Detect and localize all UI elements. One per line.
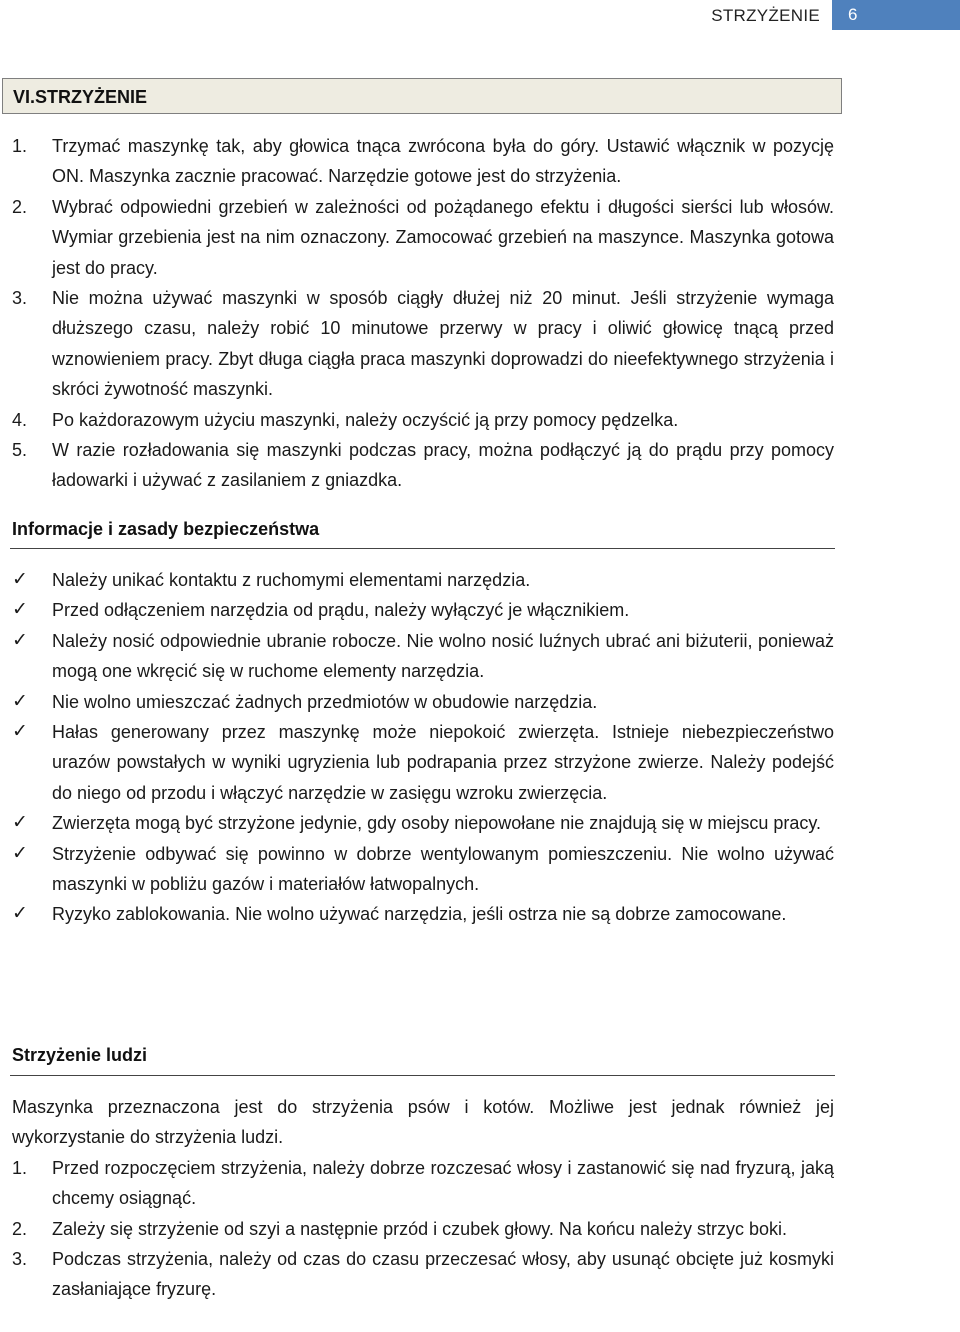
checkmark-icon: ✓ (12, 599, 28, 621)
checklist-item-text: Ryzyko zablokowania. Nie wolno używać narzędzia, jeśli ostrza nie są dobrze zamocowane. (52, 904, 787, 925)
list-item (12, 405, 834, 435)
safety-heading: Informacje i zasady bezpieczeństwa (12, 519, 320, 539)
list-item-number: 1. (12, 136, 28, 156)
checklist-item (12, 717, 834, 808)
list-item (12, 1153, 834, 1214)
checklist-item (12, 565, 834, 595)
checklist-item (12, 808, 834, 838)
checkmark-icon: ✓ (12, 690, 28, 712)
checklist-item (12, 839, 834, 900)
list-item-text: Podczas strzyżenia, należy od czas do czasu przeczesać włosy, aby usunąć obcięte już kosmyki zasłaniające fryzurę. (52, 1249, 834, 1300)
checklist-item (12, 899, 834, 929)
checkmark-icon: ✓ (12, 903, 28, 925)
list-item (12, 1244, 834, 1305)
checklist-item-text: Należy nosić odpowiednie ubranie robocze. Nie wolno nosić luźnych ubrać ani biżuterii, ponieważ mogą one wkręcić się w ruchome elementy narzędzia. (52, 630, 834, 682)
checklist-item (12, 595, 834, 625)
safety-checklist (12, 565, 834, 930)
list-item (12, 192, 834, 283)
page-number-badge: 6 (832, 0, 960, 30)
list-item-text: Trzymać maszynkę tak, aby głowica tnąca zwrócona była do góry. Ustawić włącznik w pozycję ON. Maszynka zacznie pracować. Narzędzie gotowe jest do strzyżenia. (52, 136, 834, 187)
safety-heading-rule (10, 548, 835, 549)
list-item (12, 1214, 834, 1244)
list-item-number: 2. (12, 196, 28, 217)
checklist-item-text: Zwierzęta mogą być strzyżone jedynie, gdy osoby niepowołane nie znajdują się w miejscu pracy. (52, 813, 822, 834)
list-item-text: Wybrać odpowiedni grzebień w zależności od pożądanego efektu i długości sierści lub włosów. Wymiar grzebienia jest na nim oznaczony. Zamocować grzebień na maszynce. Maszynka gotowa jest do pracy. (52, 196, 834, 278)
checkmark-icon: ✓ (12, 629, 28, 651)
list-item (12, 283, 834, 405)
list-item-text: W razie rozładowania się maszynki podczas pracy, można podłączyć ją do prądu przy pomocy ładowarki i używać z zasilaniem z gniazdka. (52, 440, 834, 491)
checklist-item-text: Strzyżenie odbywać się powinno w dobrze wentylowanym pomieszczeniu. Nie wolno używać maszynki w pobliżu gazów i materiałów łatwopalnych. (52, 843, 834, 895)
steps-list (12, 131, 834, 496)
list-item-text: Po każdorazowym użyciu maszynki, należy oczyścić ją przy pomocy pędzelka. (52, 409, 679, 430)
checklist-item-text: Przed odłączeniem narzędzia od prądu, należy wyłączyć je włącznikiem. (52, 600, 630, 621)
list-item-number: 1. (12, 1157, 28, 1178)
list-item-number: 3. (12, 1249, 28, 1270)
checklist-item (12, 626, 834, 687)
section-title-box: VI.STRZYŻENIE (2, 78, 842, 114)
people-intro: Maszynka przeznaczona jest do strzyżenia psów i kotów. Możliwe jest jednak również jej wykorzystanie do strzyżenia ludzi. (12, 1097, 834, 1148)
list-item-number: 4. (12, 409, 28, 430)
list-item-number: 5. (12, 440, 28, 461)
people-heading-rule (10, 1075, 835, 1076)
checklist-item (12, 687, 834, 717)
people-heading: Strzyżenie ludzi (12, 1045, 148, 1065)
checkmark-icon: ✓ (12, 812, 28, 834)
list-item-number: 2. (12, 1218, 28, 1239)
running-header-title: STRZYŻENIE (711, 6, 820, 25)
list-item (12, 435, 834, 496)
checklist-item-text: Nie wolno umieszczać żadnych przedmiotów w obudowie narzędzia. (52, 691, 598, 712)
list-item (12, 131, 834, 192)
list-item-text: Przed rozpoczęciem strzyżenia, należy dobrze rozczesać włosy i zastanowić się nad fryzurą, jaką chcemy osiągnąć. (52, 1157, 834, 1209)
checkmark-icon: ✓ (12, 842, 28, 864)
people-section (12, 1092, 834, 1305)
checklist-item-text: Należy unikać kontaktu z ruchomymi elementami narzędzia. (52, 570, 531, 590)
list-item-text: Nie można używać maszynki w sposób ciągły dłużej niż 20 minut. Jeśli strzyżenie wymaga dłuższego czasu, należy robić 10 minutowe przerwy w pracy i oliwić głowicę tnącą przed wznowieniem pracy. Zbyt długa ciągła praca maszynki doprowadzi do nieefektywnego strzyżenia i skróci żywotność maszynki. (52, 288, 834, 400)
checklist-item-text: Hałas generowany przez maszynkę może niepokoić zwierzęta. Istnieje niebezpieczeństwo urazów powstałych w wyniki ugryzienia lub podrapania przez strzyżone zwierze. Należy podejść do niego od przodu i włączyć narzędzie w zasięgu wzroku zwierzęcia. (52, 722, 834, 803)
list-item-text: Zależy się strzyżenie od szyi a następnie przód i czubek głowy. Na końcu należy strzyc boki. (52, 1218, 787, 1239)
checkmark-icon: ✓ (12, 569, 28, 590)
list-item-number: 3. (12, 288, 28, 309)
checkmark-icon: ✓ (12, 721, 28, 743)
